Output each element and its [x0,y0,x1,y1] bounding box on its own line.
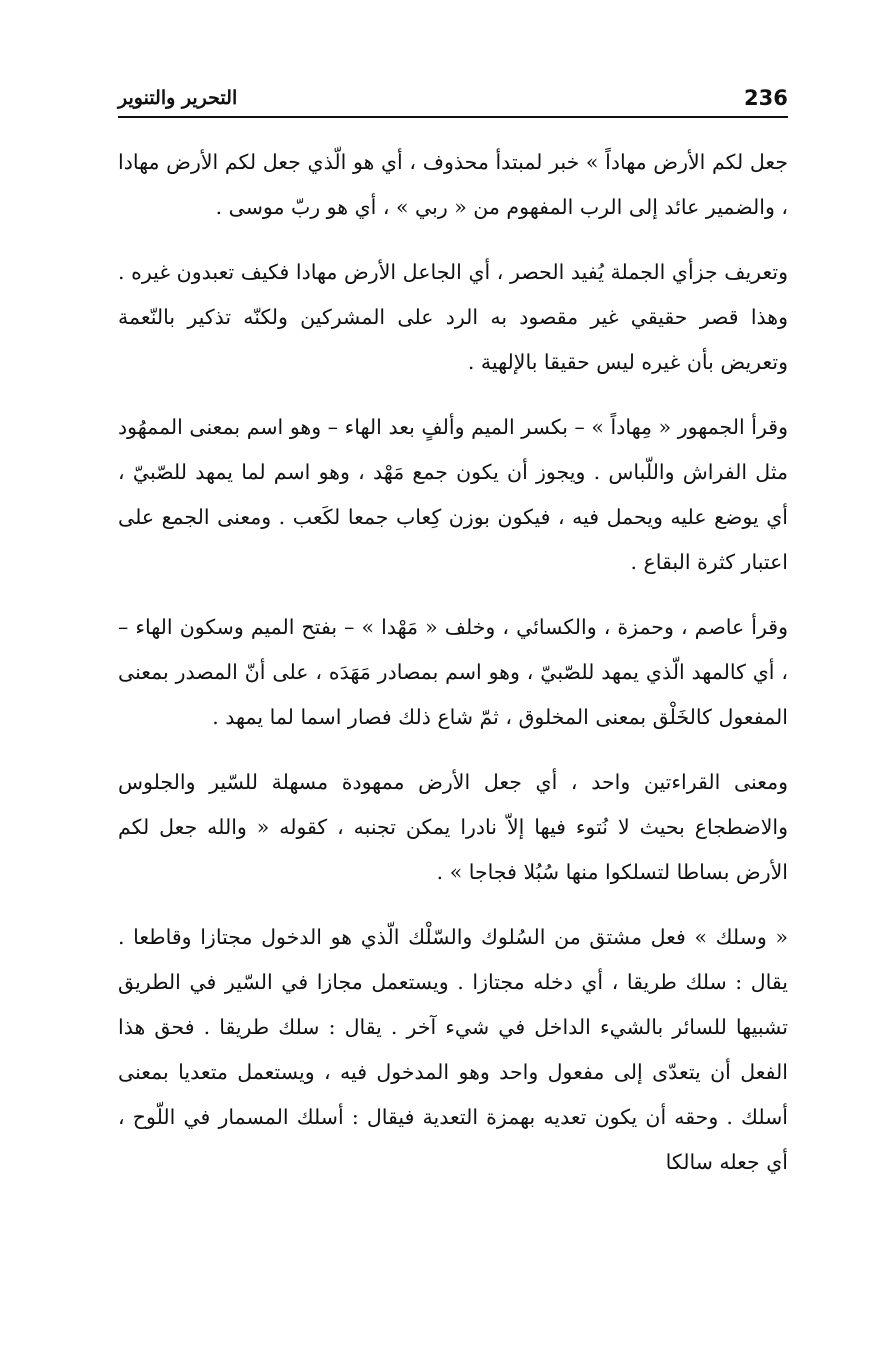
running-title: التحرير والتنوير [118,87,238,109]
paragraph-1: جعل لكم الأرض مهاداً » خبر لمبتدأ محذوف ، أي هو الّذي جعل لكم الأرض مهادا ، والضمير عائد إلى الرب المفهوم من « ربي » ، أي هو ربّ موسى . [118,150,788,219]
paragraph-6: « وسلك » فعل مشتق من السُلوك والسّلْك الّذي هو الدخول مجتازا وقاطعا . يقال : سلك طريقا ، أي دخله مجتازا . ويستعمل مجازا في السّير في الطريق تشبيها للسائر بالشيء الداخل في شيء آخر . يقال : سلك طريقا . فحق هذا الفعل أن يتعدّى إلى مفعول واحد وهو المدخول فيه ، ويستعمل متعديا بمعنى أسلك . وحقه أن يكون تعديه بهمزة التعدية فيقال : أسلك المسمار في اللّوح ، أي جعله سالكا [118,925,788,1174]
page-number: 236 [744,86,788,110]
book-page [118,84,788,1174]
paragraph-2: وتعريف جزأي الجملة يُفيد الحصر ، أي الجاعل الأرض مهادا فكيف تعبدون غيره . وهذا قصر حقيقي غير مقصود به الرد على المشركين ولكنّه تذكير بالنّعمة وتعريض بأن غيره ليس حقيقا بالإلهية . [118,260,788,374]
header-rule [118,116,788,118]
page-header [118,84,788,114]
page-body [118,140,788,1205]
paragraph-4: وقرأ عاصم ، وحمزة ، والكسائي ، وخلف « مَهْدا » – بفتح الميم وسكون الهاء – ، أي كالمهد الّذي يمهد للصّبيّ ، وهو اسم بمصادر مَهَدَه ، على أنّ المصدر بمعنى المفعول كالخَلْق بمعنى المخلوق ، ثمّ شاع ذلك فصار اسما لما يمهد . [118,615,788,729]
paragraph-3: وقرأ الجمهور « مِهاداً » – بكسر الميم وألفٍ بعد الهاء – وهو اسم بمعنى الممهُود مثل الفراش واللّباس . ويجوز أن يكون جمع مَهْد ، وهو اسم لما يمهد للصّبيّ ، أي يوضع عليه ويحمل فيه ، فيكون بوزن كِعاب جمعا لكَعب . ومعنى الجمع على اعتبار كثرة البقاع . [118,415,788,574]
paragraph-5: ومعنى القراءتين واحد ، أي جعل الأرض ممهودة مسهلة للسّير والجلوس والاضطجاع بحيث لا نُتوء فيها إلاّ نادرا يمكن تجنبه ، كقوله « والله جعل لكم الأرض بساطا لتسلكوا منها سُبُلا فجاجا » . [118,770,788,884]
